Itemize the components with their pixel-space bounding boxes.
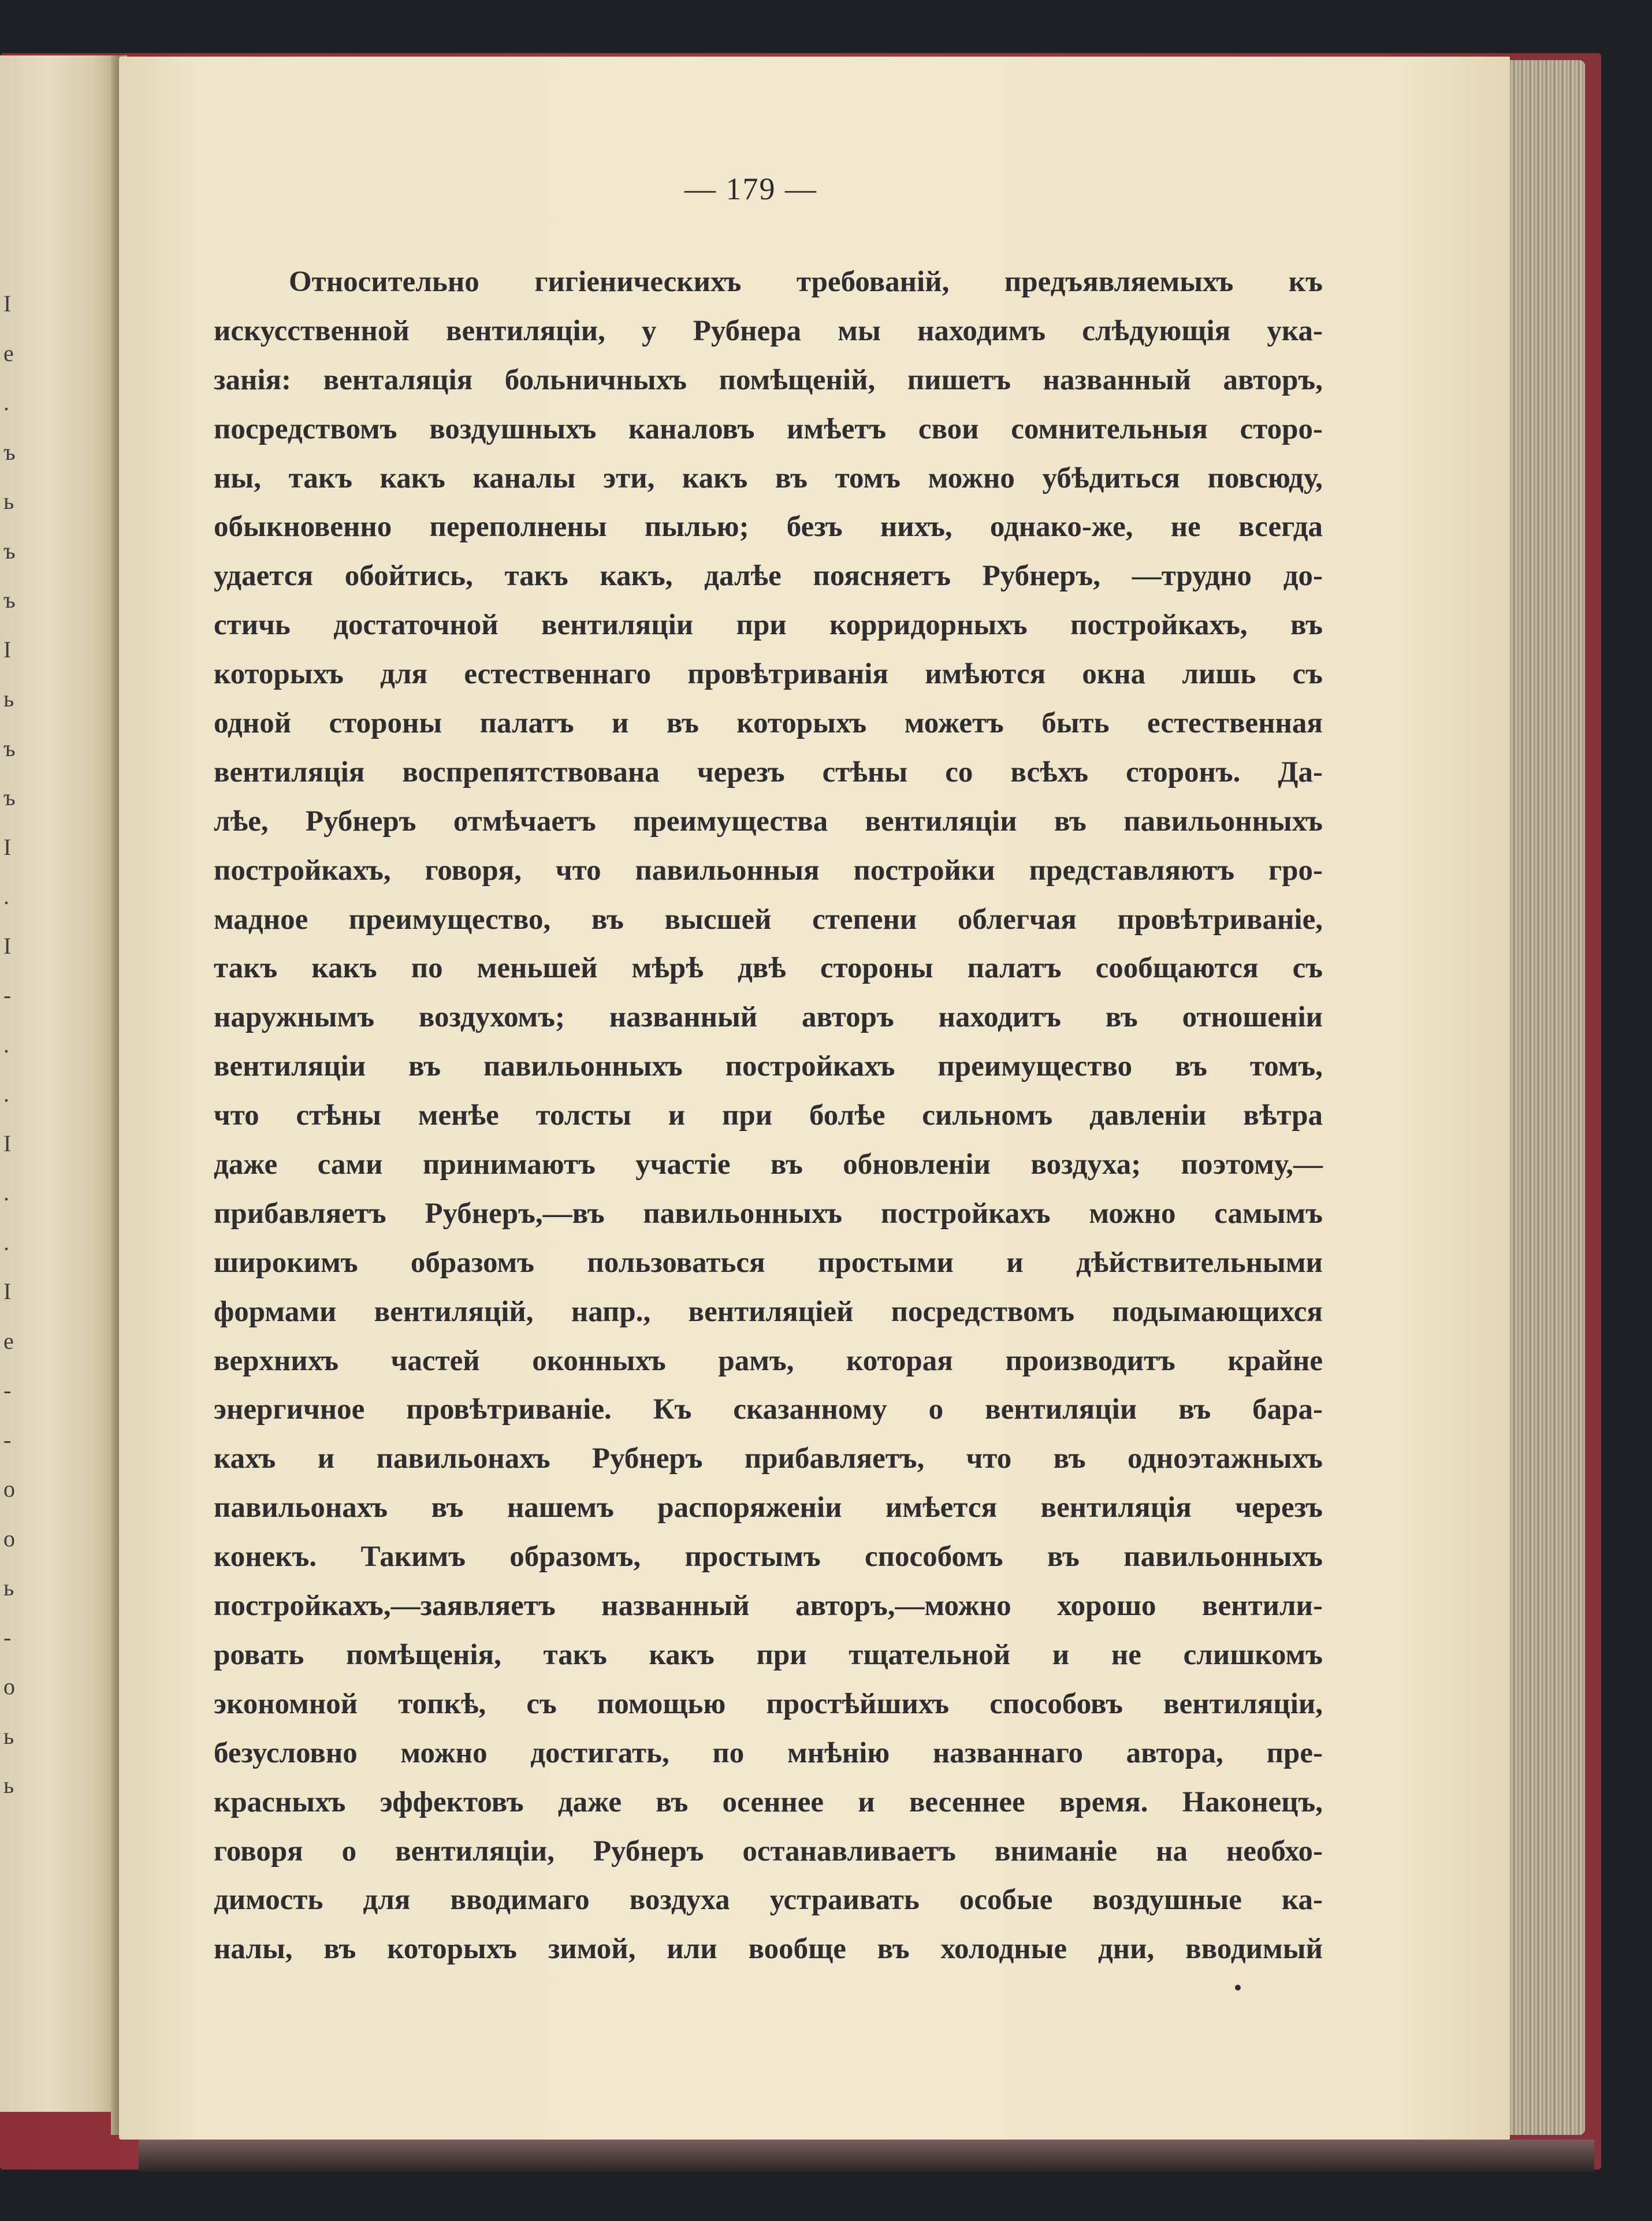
- text-line: вентиляція воспрепятствована черезъ стѣны со всѣхъ сторонъ. Да-: [214, 756, 1323, 788]
- left-margin-fragment: I: [3, 291, 12, 317]
- left-margin-fragment: I: [3, 636, 12, 663]
- text-line: широкимъ образомъ пользоваться простыми и дѣйствительными: [214, 1246, 1323, 1279]
- left-margin-fragment: ь: [3, 488, 14, 514]
- left-margin-fragment: ь: [3, 1723, 14, 1749]
- text-line: постройкахъ,—заявляетъ названный авторъ,—можно хорошо вентили-: [214, 1590, 1323, 1623]
- left-page: [0, 55, 118, 2112]
- text-line: формами вентиляцій, напр., вентиляціей посредствомъ подымающихся: [214, 1295, 1323, 1328]
- text-line: что стѣны менѣе толсты и при болѣе сильномъ давленіи вѣтра: [214, 1099, 1323, 1132]
- text-line: удается обойтись, такъ какъ, далѣе поясняетъ Рубнеръ, —трудно до-: [214, 560, 1323, 593]
- left-margin-fragment: I: [3, 1130, 12, 1156]
- text-line: кахъ и павильонахъ Рубнеръ прибавляетъ, что въ одноэтажныхъ: [214, 1442, 1323, 1475]
- left-margin-fragment: I: [3, 1278, 12, 1304]
- text-line: конекъ. Такимъ образомъ, простымъ способомъ въ павильонныхъ: [214, 1541, 1323, 1573]
- ink-dot: [1235, 1985, 1241, 1991]
- text-line: Относительно гигіеническихъ требованій, предъявляемыхъ къ: [289, 266, 1323, 298]
- left-margin-fragment: -: [3, 1624, 12, 1650]
- left-margin-fragment: ъ: [3, 735, 16, 761]
- text-line: постройкахъ, говоря, что павильонныя постройки представляютъ гро-: [214, 854, 1323, 887]
- text-line: энергичное провѣтриваніе. Къ сказанному о вентиляціи въ бара-: [214, 1393, 1323, 1426]
- left-margin-fragment: .: [3, 883, 9, 909]
- left-margin-fragment: о: [3, 1525, 15, 1552]
- left-margin-fragment: ь: [3, 686, 14, 712]
- left-margin-fragment: ь: [3, 1575, 14, 1601]
- left-margin-fragment: -: [3, 1377, 12, 1403]
- left-margin-fragment: .: [3, 1081, 9, 1107]
- bottom-shadow: [139, 2140, 1594, 2172]
- page-number: — 179 —: [684, 172, 817, 206]
- left-margin-fragment: ъ: [3, 438, 16, 465]
- left-margin-fragment: -: [3, 982, 12, 1008]
- left-margin-fragment: .: [3, 1180, 9, 1206]
- text-line: ровать помѣщенія, такъ какъ при тщательной и не слишкомъ: [214, 1638, 1323, 1671]
- text-line: мадное преимущество, въ высшей степени облегчая провѣтриваніе,: [214, 903, 1323, 936]
- left-margin-fragment: .: [3, 389, 9, 415]
- left-margin-fragment: I: [3, 932, 12, 959]
- text-line: наружнымъ воздухомъ; названный авторъ находитъ въ отношеніи: [214, 1001, 1323, 1034]
- left-margin-fragment: ъ: [3, 537, 16, 564]
- text-line: прибавляетъ Рубнеръ,—въ павильонныхъ постройкахъ можно самымъ: [214, 1197, 1323, 1230]
- left-margin-fragment: о: [3, 1673, 15, 1699]
- text-line: димость для вводимаго воздуха устраивать особые воздушные ка-: [214, 1884, 1323, 1917]
- text-line: искусственной вентиляціи, у Рубнера мы находимъ слѣдующія ука-: [214, 314, 1323, 347]
- left-margin-fragment: e: [3, 340, 14, 366]
- text-line: налы, въ которыхъ зимой, или вообще въ холодные дни, вводимый: [214, 1933, 1323, 1966]
- text-line: ны, такъ какъ каналы эти, какъ въ томъ можно убѣдиться повсюду,: [214, 462, 1323, 494]
- text-line: одной стороны палатъ и въ которыхъ можетъ быть естественная: [214, 707, 1323, 740]
- left-margin-fragment: .: [3, 1229, 9, 1255]
- left-margin-fragment: ъ: [3, 587, 16, 613]
- text-line: экономной топкѣ, съ помощью простѣйшихъ способовъ вентиляціи,: [214, 1687, 1323, 1720]
- left-margin-fragment: I: [3, 834, 12, 860]
- left-margin-fragment: .: [3, 1031, 9, 1058]
- text-line: которыхъ для естественнаго провѣтриванія имѣются окна лишь съ: [214, 658, 1323, 691]
- text-line: красныхъ эффектовъ даже въ осеннее и весеннее время. Наконецъ,: [214, 1785, 1323, 1818]
- left-margin-fragment: ъ: [3, 784, 16, 810]
- left-margin-fragment: e: [3, 1327, 14, 1354]
- text-line: вентиляціи въ павильонныхъ постройкахъ преимущество въ томъ,: [214, 1050, 1323, 1083]
- left-margin-fragment: ь: [3, 1772, 14, 1798]
- body-text: [214, 258, 1323, 1974]
- text-line: верхнихъ частей оконныхъ рамъ, которая производитъ крайне: [214, 1344, 1323, 1377]
- text-line: такъ какъ по меньшей мѣрѣ двѣ стороны палатъ сообщаются съ: [214, 952, 1323, 985]
- text-line: даже сами принимаютъ участіе въ обновленіи воздуха; поэтому,—: [214, 1148, 1323, 1181]
- text-line: обыкновенно переполнены пылью; безъ нихъ, однако-же, не всегда: [214, 511, 1323, 544]
- left-margin-fragment: -: [3, 1426, 12, 1453]
- text-line: стичь достаточной вентиляціи при корридорныхъ постройкахъ, въ: [214, 609, 1323, 642]
- text-line: занія: венталяція больничныхъ помѣщеній, пишетъ названный авторъ,: [214, 363, 1323, 396]
- left-margin-fragment: о: [3, 1476, 15, 1502]
- text-line: безусловно можно достигать, по мнѣнію названнаго автора, пре-: [214, 1736, 1323, 1769]
- page-edge-stack: [1510, 60, 1585, 2135]
- text-line: павильонахъ въ нашемъ распоряженіи имѣется вентиляція черезъ: [214, 1491, 1323, 1524]
- text-line: говоря о вентиляціи, Рубнеръ останавливаетъ вниманіе на необхо-: [214, 1835, 1323, 1867]
- text-line: посредствомъ воздушныхъ каналовъ имѣетъ свои сомнительныя сторо-: [214, 412, 1323, 445]
- text-line: лѣе, Рубнеръ отмѣчаетъ преимущества вентиляціи въ павильонныхъ: [214, 805, 1323, 838]
